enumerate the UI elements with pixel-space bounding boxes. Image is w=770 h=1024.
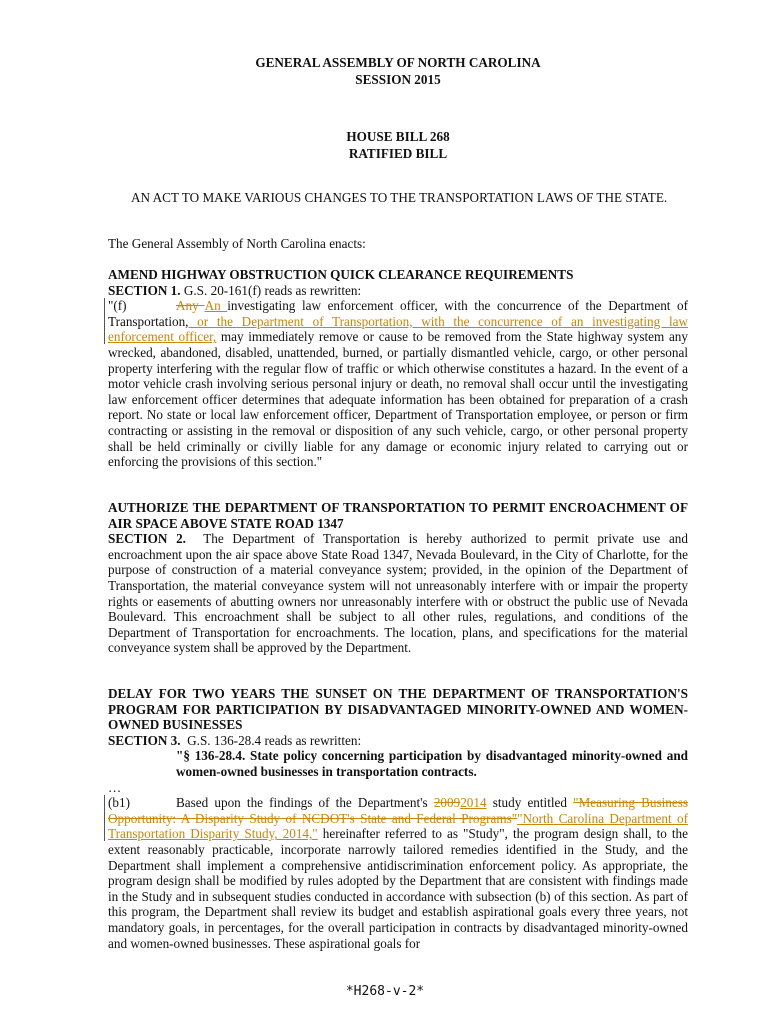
- bill-header: [108, 128, 688, 162]
- bill-number: HOUSE BILL 268: [346, 129, 450, 144]
- section-1-intro: G.S. 20-161(f) reads as rewritten:: [183, 282, 362, 298]
- page-footer: *H268-v-2*: [345, 984, 425, 999]
- section-3-body: [108, 795, 688, 951]
- section-3: [108, 686, 688, 951]
- subsection-f-label: "(f): [108, 298, 127, 314]
- section-1-heading: AMEND HIGHWAY OBSTRUCTION QUICK CLEARANCE REQUIREMENTS: [108, 267, 574, 282]
- assembly-name: GENERAL ASSEMBLY OF NORTH CAROLINA: [255, 55, 541, 70]
- revision-bar: [104, 298, 105, 344]
- section-3-intro: G.S. 136-28.4 reads as rewritten:: [187, 732, 362, 748]
- body-text: study entitled: [486, 795, 574, 811]
- section-3-label: SECTION 3.: [108, 732, 181, 748]
- section-3-heading: DELAY FOR TWO YEARS THE SUNSET ON THE DEPARTMENT OF TRANSPORTATION'S PROGRAM FOR PARTICIPATION BY DISADVANTAGED MINORITY-OWNED AND WOMEN-OWNED BUSINESSES: [108, 686, 688, 733]
- document-header: [108, 54, 688, 88]
- body-text: may immediately remove or cause to be removed from the State highway system any wrecked, abandoned, disabled, unattended, burned, or partially dismantled vehicle, cargo, or other personal property interfering with the regular flow of traffic or which otherwise constitutes a hazard. In the event of a motor vehicle crash involving serious personal injury or death, no removal shall occur until the investigating law enforcement officer determines that adequate information has been obtained for preparation of a crash report. No state or local law enforcement officer, Department of Transportation employee, or person or firm contracting or assisting in the removal or disposition of any such vehicle, cargo, or other personal property shall be held criminally or civilly liable for any damage or economic injury related to carrying out or enforcing the provisions of this section.": [108, 329, 688, 470]
- body-text: investigating law enforcement officer, with the concurrence of the Department of Transportation,: [108, 298, 689, 329]
- bill-status: RATIFIED BILL: [348, 146, 448, 161]
- session: SESSION 2015: [355, 72, 441, 87]
- section-2: [108, 500, 688, 656]
- deleted-text: Any: [176, 298, 205, 314]
- body-text: hereinafter referred to as "Study", the program design shall, to the extent reasonably practicable, incorporate narrowly tailored remedies identified in the Study, and the Department shall implement a comprehensive antidiscrimination enforcement policy. As appropriate, the program design shall be modified by rules adopted by the Department that are consistent with findings made in the Study and in subsequent studies conducted in accordance with subsection (b) of this section. As part of this program, the Department shall review its budget and establish aspirational goals every three years, not mandatory goals, in percentages, for the overall participation in contracts by disadvantaged minority-owned and women-owned businesses. These aspirational goals for: [108, 826, 689, 951]
- deleted-text: "Measuring Business Opportunity: A Disparity Study of NCDOT's State and Federal Programs": [108, 795, 688, 826]
- section-1: [108, 267, 688, 470]
- section-1-label: SECTION 1.: [108, 282, 181, 298]
- enacting-clause: The General Assembly of North Carolina enacts:: [108, 236, 366, 251]
- act-title: AN ACT TO MAKE VARIOUS CHANGES TO THE TRANSPORTATION LAWS OF THE STATE.: [131, 190, 668, 205]
- section-2-label: SECTION 2.: [108, 531, 186, 547]
- revision-bar: [104, 795, 105, 841]
- deleted-text: 2009: [433, 795, 461, 811]
- section-2-body: The Department of Transportation is hereby authorized to permit private use and encroachment upon the air space above State Road 1347, Nevada Boulevard, in the City of Charlotte, for the purpose of construction of a material conveyance system; provided, in the opinion of the Department of Transportation, the material conveyance system will not unreasonably interfere with or impair the property rights or easements of abutting owners nor unreasonably interfere with or obstruct the public use of Nevada Boulevard. This encroachment shall be subject to all other rules, regulations, and conditions of the Department of Transportation for encroachments. The location, plans, and specifications for the material conveyance system shall be approved by the Department.: [108, 531, 688, 656]
- ellipsis: …: [108, 779, 122, 795]
- statute-title: "§ 136-28.4. State policy concerning participation by disadvantaged minority-owned and women-owned businesses in transportation contracts.: [176, 748, 688, 779]
- section-2-heading: AUTHORIZE THE DEPARTMENT OF TRANSPORTATION TO PERMIT ENCROACHMENT OF AIR SPACE ABOVE STATE ROAD 1347: [108, 500, 688, 531]
- inserted-text: "North Carolina Department of Transportation Disparity Study, 2014,": [108, 810, 689, 842]
- body-text: Based upon the findings of the Department's: [176, 795, 434, 811]
- subsection-b1-label: (b1): [108, 795, 130, 811]
- inserted-text: or the Department of Transportation, with the concurrence of an investigating law enforcement officer,: [108, 313, 688, 345]
- section-1-body: [108, 298, 688, 470]
- inserted-text: 2014: [460, 795, 487, 811]
- inserted-text: An: [204, 298, 228, 314]
